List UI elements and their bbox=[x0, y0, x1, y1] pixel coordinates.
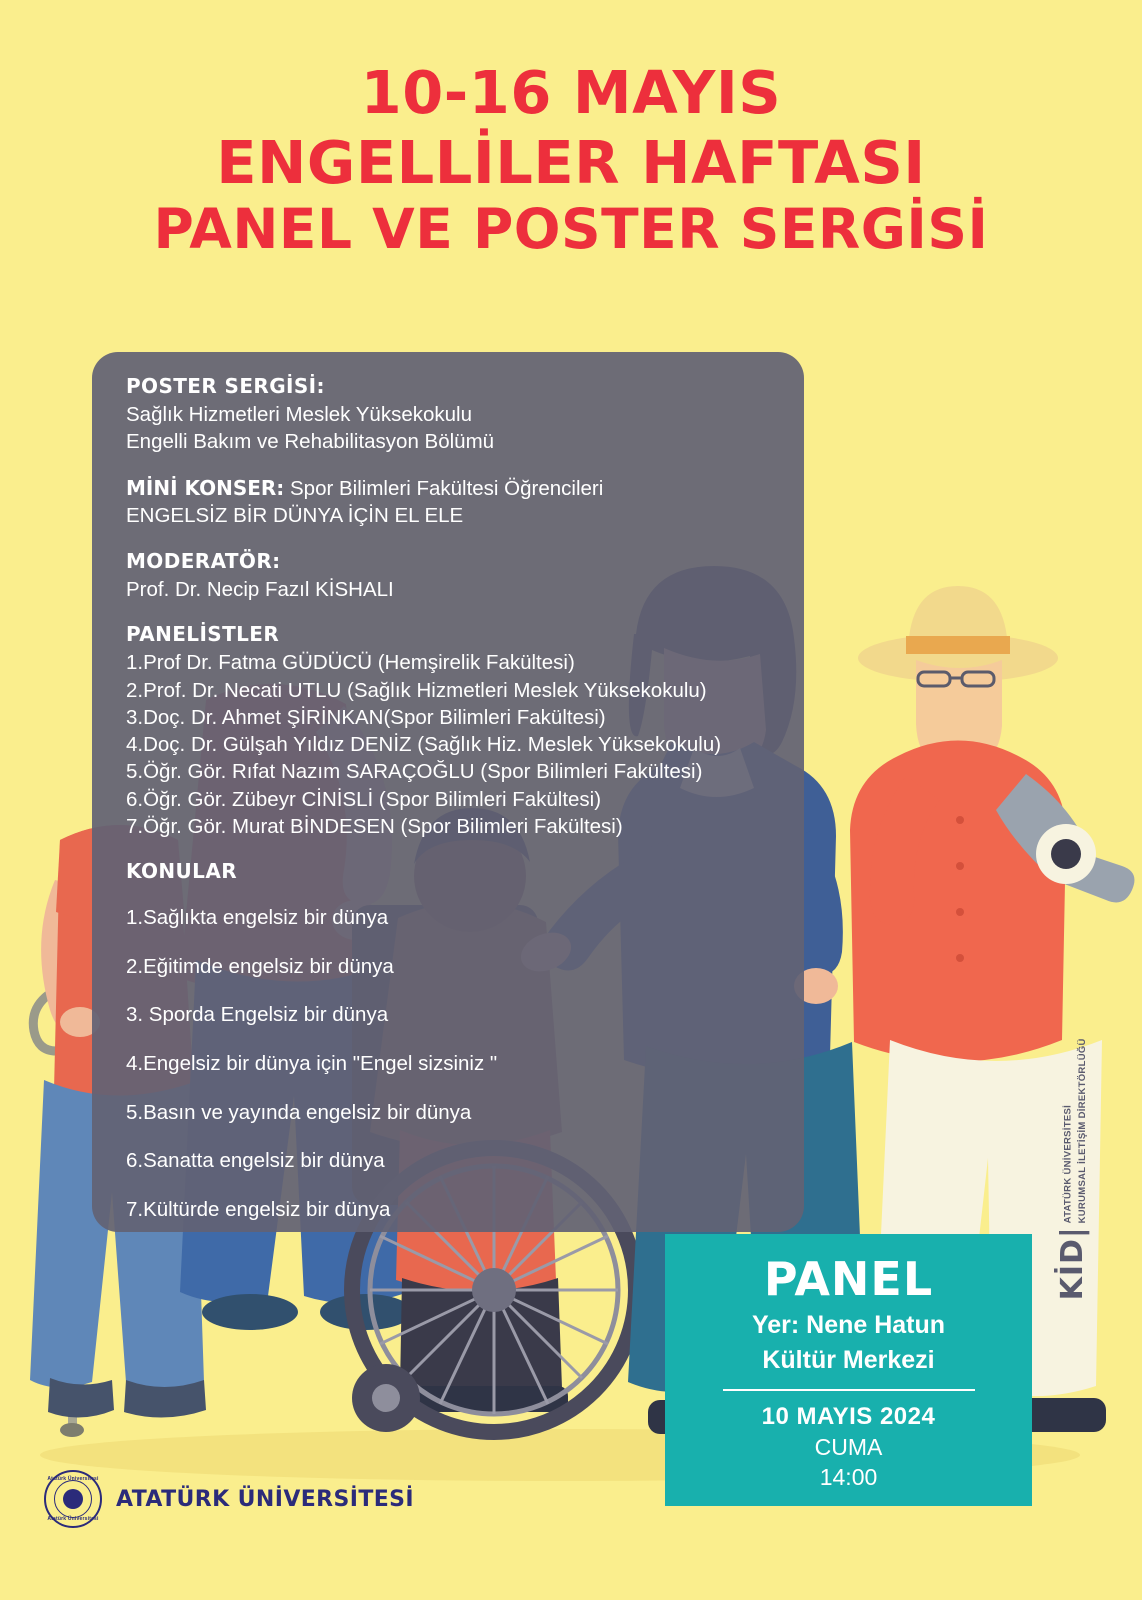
list-item: 5.Basın ve yayında engelsiz bir dünya bbox=[126, 1100, 472, 1124]
list-item: 3.Doç. Dr. Ahmet ŞİRİNKAN(Spor Bilimleri Fakültesi) bbox=[126, 705, 606, 729]
list-item: 2.Prof. Dr. Necati UTLU (Sağlık Hizmetleri Meslek Yüksekokulu) bbox=[126, 678, 707, 702]
list-item: 6.Öğr. Gör. Zübeyr CİNİSLİ (Spor Bilimleri Fakültesi) bbox=[126, 787, 602, 811]
list-item: 7.Kültürde engelsiz bir dünya bbox=[126, 1197, 391, 1221]
event-details-box bbox=[665, 1234, 1032, 1506]
mini-concert-subtitle: ENGELSİZ BİR DÜNYA İÇİN EL ELE bbox=[126, 504, 464, 528]
seal-top-text: Atatürk Üniversitesi bbox=[47, 1476, 99, 1482]
seal-core bbox=[63, 1489, 83, 1509]
panelists-list bbox=[126, 649, 770, 840]
moderator-heading: MODERATÖR: bbox=[126, 548, 281, 573]
title-line-2: ENGELLİLER HAFTASI bbox=[216, 127, 926, 197]
kidi-logo-text: KİD| bbox=[1055, 1225, 1090, 1300]
event-type-label: PANEL bbox=[763, 1252, 934, 1306]
event-venue-line-2: Kültür Merkezi bbox=[762, 1345, 935, 1374]
list-item: 1.Prof Dr. Fatma GÜDÜCÜ (Hemşirelik Fakültesi) bbox=[126, 651, 575, 675]
event-day: CUMA bbox=[814, 1434, 883, 1460]
title-line-1: 10-16 MAYIS bbox=[360, 58, 782, 127]
list-item: 1.Sağlıkta engelsiz bir dünya bbox=[126, 906, 389, 930]
poster-exhibition-heading: POSTER SERGİSİ: bbox=[126, 374, 325, 398]
event-venue-line-1: Yer: Nene Hatun bbox=[751, 1311, 946, 1339]
mini-concert-heading: MİNİ KONSER: bbox=[126, 475, 285, 500]
moderator-name: Prof. Dr. Necip Fazıl KİSHALI bbox=[126, 577, 394, 601]
mini-concert-row bbox=[126, 475, 770, 502]
kidi-sub-line-2: KURUMSAL İLETİŞİM DİREKTÖRLÜĞÜ bbox=[1076, 1037, 1088, 1223]
panelists-heading: PANELİSTLER bbox=[126, 622, 280, 647]
poster-exhibition-line-1: Sağlık Hizmetleri Meslek Yüksekokulu bbox=[126, 403, 472, 426]
kidi-vertical-mark bbox=[1055, 1038, 1090, 1300]
event-date: 10 MAYIS 2024 bbox=[761, 1403, 936, 1430]
list-item: 3. Sporda Engelsiz bir dünya bbox=[126, 1003, 389, 1027]
university-name: ATATÜRK ÜNİVERSİTESİ bbox=[116, 1486, 415, 1512]
mini-concert-text: Spor Bilimleri Fakültesi Öğrencileri bbox=[290, 476, 604, 500]
kidi-sub-line-1: ATATÜRK ÜNİVERSİTESİ bbox=[1062, 1104, 1074, 1223]
title-line-3: PANEL VE POSTER SERGİSİ bbox=[153, 197, 989, 262]
university-logo-block bbox=[44, 1470, 414, 1528]
poster-exhibition-line-2: Engelli Bakım ve Rehabilitasyon Bölümü bbox=[126, 430, 495, 454]
list-item: 6.Sanatta engelsiz bir dünya bbox=[126, 1149, 385, 1173]
seal-bottom-text: Atatürk Üniversitesi bbox=[47, 1516, 99, 1522]
topics-list bbox=[126, 905, 770, 1223]
list-item: 7.Öğr. Gör. Murat BİNDESEN (Spor Bilimleri Fakültesi) bbox=[126, 814, 623, 838]
details-panel bbox=[92, 352, 804, 1232]
event-time: 14:00 bbox=[819, 1464, 878, 1490]
list-item: 4.Engelsiz bir dünya için "Engel sizsiniz " bbox=[126, 1052, 498, 1076]
list-item: 4.Doç. Dr. Gülşah Yıldız DENİZ (Sağlık Hiz. Meslek Yüksekokulu) bbox=[126, 733, 722, 757]
list-item: 5.Öğr. Gör. Rıfat Nazım SARAÇOĞLU (Spor Bilimleri Fakültesi) bbox=[126, 760, 703, 784]
poster-title bbox=[0, 58, 1142, 262]
divider bbox=[723, 1389, 975, 1391]
university-seal-icon bbox=[44, 1470, 102, 1528]
list-item: 2.Eğitimde engelsiz bir dünya bbox=[126, 954, 394, 978]
topics-heading: KONULAR bbox=[126, 859, 238, 884]
